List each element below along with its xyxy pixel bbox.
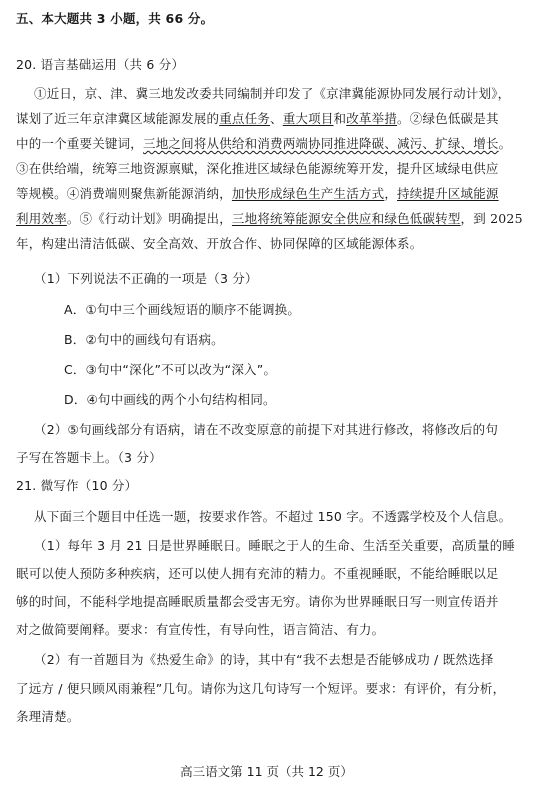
q20-sub2-line: 子写在答题卡上。（3 分） (16, 450, 162, 465)
passage-line: 利用效率。⑤《行动计划》明确提出，三地将统筹能源安全供应和绿色低碳转型，到 2025 (16, 211, 523, 226)
passage-line: 等规模。④消费端则聚焦新能源消纳，加快形成绿色生产生活方式，持续提升区域能源 (16, 186, 499, 201)
prompt-2-line: 条理清楚。 (16, 709, 80, 724)
q21-title: 21. 微写作（10 分） (16, 478, 138, 493)
passage-line: 年，构建出清洁低碳、安全高效、开放合作、协同保障的区域能源体系。 (16, 236, 423, 251)
option-d: D．④句中画线的两个小句结构相同。 (64, 392, 276, 407)
option-a: A．①句中三个画线短语的顺序不能调换。 (64, 302, 301, 317)
prompt-2-line: （2）有一首题目为《热爱生命》的诗，其中有“我不去想是否能够成功 / 既然选择 (34, 652, 494, 667)
underlined-clause: 三地将统筹能源安全供应和绿色低碳转型 (231, 211, 461, 226)
prompt-1-line: 眠可以使人预防多种疾病，还可以使人拥有充沛的精力。不重视睡眠，不能给睡眠以足 (16, 566, 499, 581)
passage-line: 谋划了近三年京津冀区域能源发展的重点任务、重大项目和改革举措。②绿色低碳是其 (16, 111, 499, 126)
prompt-1-line: 够的时间，不能科学地提高睡眠质量都会受害无穷。请你为世界睡眠日写一则宣传语并 (16, 594, 499, 609)
underlined-clause: 加快形成绿色生产生活方式 (231, 186, 385, 201)
q21-instructions: 从下面三个题目中任选一题，按要求作答。不超过 150 字。不透露学校及个人信息。 (34, 509, 512, 524)
underlined-phrase: 重大项目 (282, 111, 334, 126)
section-header: 五、本大题共 3 小题，共 66 分。 (16, 11, 214, 26)
prompt-1-line: 对之做简要阐释。要求：有宣传性，有导向性，语言简洁、有力。 (16, 622, 385, 637)
underlined-clause: 利用效率 (16, 211, 67, 226)
underlined-phrase: 重点任务 (219, 111, 271, 126)
underlined-clause: 持续提升区域能源 (397, 186, 499, 201)
option-b: B．②句中的画线句有语病。 (64, 332, 224, 347)
option-c: C．③句中“深化”不可以改为“深入”。 (64, 362, 277, 377)
wavy-underlined-sentence: 三地之间将从供给和消费两端协同推进降碳、减污、扩绿、增长 (143, 136, 499, 151)
underlined-phrase: 改革举措 (346, 111, 398, 126)
q20-title: 20. 语言基础运用（共 6 分） (16, 57, 185, 72)
q20-sub2-line: （2）⑤句画线部分有语病，请在不改变原意的前提下对其进行修改，将修改后的句 (34, 422, 499, 437)
q20-sub1-stem: （1）下列说法不正确的一项是（3 分） (34, 271, 258, 286)
passage-line: ①近日，京、津、冀三地发改委共同编制并印发了《京津冀能源协同发展行动计划》， (34, 86, 511, 101)
passage-line: ③在供给端，统筹三地资源禀赋，深化推进区域绿色能源统筹开发，提升区域绿电供应 (16, 161, 499, 176)
page-footer: 高三语文第 11 页（共 12 页） (180, 764, 353, 779)
passage-line: 中的一个重要关键词，三地之间将从供给和消费两端协同推进降碳、减污、扩绿、增长。 (16, 136, 512, 151)
prompt-1-line: （1）每年 3 月 21 日是世界睡眠日。睡眠之于人的生命、生活至关重要，高质量的睡 (34, 538, 516, 553)
prompt-2-line: 了远方 / 便只顾风雨兼程”几句。请你为这几句诗写一个短评。要求：有评价，有分析， (16, 681, 506, 696)
